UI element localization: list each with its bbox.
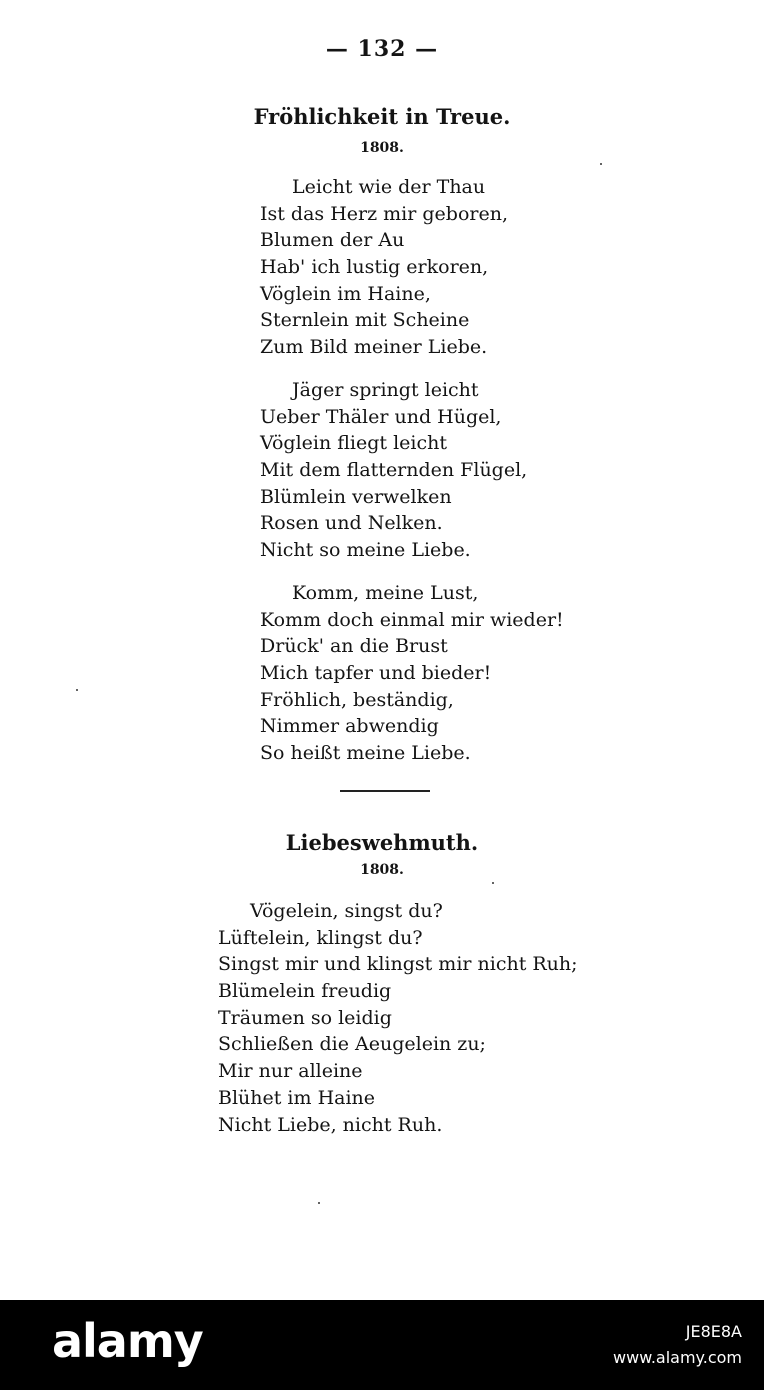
verse-line: Blühet im Haine [218,1086,376,1109]
scan-speck [318,1202,320,1204]
verse-line: Vöglein im Haine, [260,282,431,305]
verse-line: Nicht Liebe, nicht Ruh. [218,1113,443,1136]
poem-year: 1808. [360,140,404,156]
verse-line: Mit dem flatternden Flügel, [260,459,528,482]
verse-line: Mich tapfer und bieder! [260,662,492,685]
stanza-3 [260,580,564,767]
verse-line: Blümlein verwelken [260,485,452,508]
verse-line: So heißt meine Liebe. [260,742,471,765]
verse-line: Hab' ich lustig erkoren, [260,256,489,279]
verse-line: Vögelein, singst du? [250,900,443,922]
verse-line: Komm, meine Lust, [292,582,479,604]
verse-line: Nicht so meine Liebe. [260,539,471,562]
poem-title: Fröhlichkeit in Treue. [253,104,511,129]
stanza-poem2 [218,898,578,1138]
verse-line: Schließen die Aeugelein zu; [218,1033,486,1056]
scan-speck [492,882,494,884]
verse-line: Blümelein freudig [218,980,392,1003]
verse-line: Singst mir und klingst mir nicht Ruh; [218,953,578,976]
scan-speck [600,163,602,165]
watermark-logo: alamy [52,1314,203,1368]
verse-line: Rosen und Nelken. [260,512,443,535]
verse-line: Nimmer abwendig [260,715,439,738]
section-divider [340,790,430,792]
verse-line: Blumen der Au [260,229,405,252]
verse-line: Jäger springt leicht [292,379,479,401]
image-code: JE8E8A [685,1322,742,1341]
verse-line: Mir nur alleine [218,1060,363,1083]
watermark-url: www.alamy.com [613,1348,742,1367]
verse-line: Träumen so leidig [218,1006,392,1029]
verse-line: Fröhlich, beständig, [260,688,454,711]
verse-line: Sternlein mit Scheine [260,309,470,332]
stanza-1 [260,174,508,361]
verse-line: Ist das Herz mir geboren, [260,202,508,225]
poem-year: 1808. [360,862,404,878]
poem-title: Liebeswehmuth. [285,830,479,855]
verse-line: Komm doch einmal mir wieder! [260,608,564,631]
watermark-banner [0,1300,764,1390]
verse-line: Leicht wie der Thau [292,176,486,198]
page-number: — 132 — [325,36,439,62]
verse-line: Lüftelein, klingst du? [218,926,423,949]
verse-line: Drück' an die Brust [260,635,448,658]
stanza-2 [260,377,527,564]
scan-speck [76,689,78,691]
verse-line: Zum Bild meiner Liebe. [260,336,488,359]
verse-line: Ueber Thäler und Hügel, [260,405,502,428]
verse-line: Vöglein fliegt leicht [260,432,447,455]
